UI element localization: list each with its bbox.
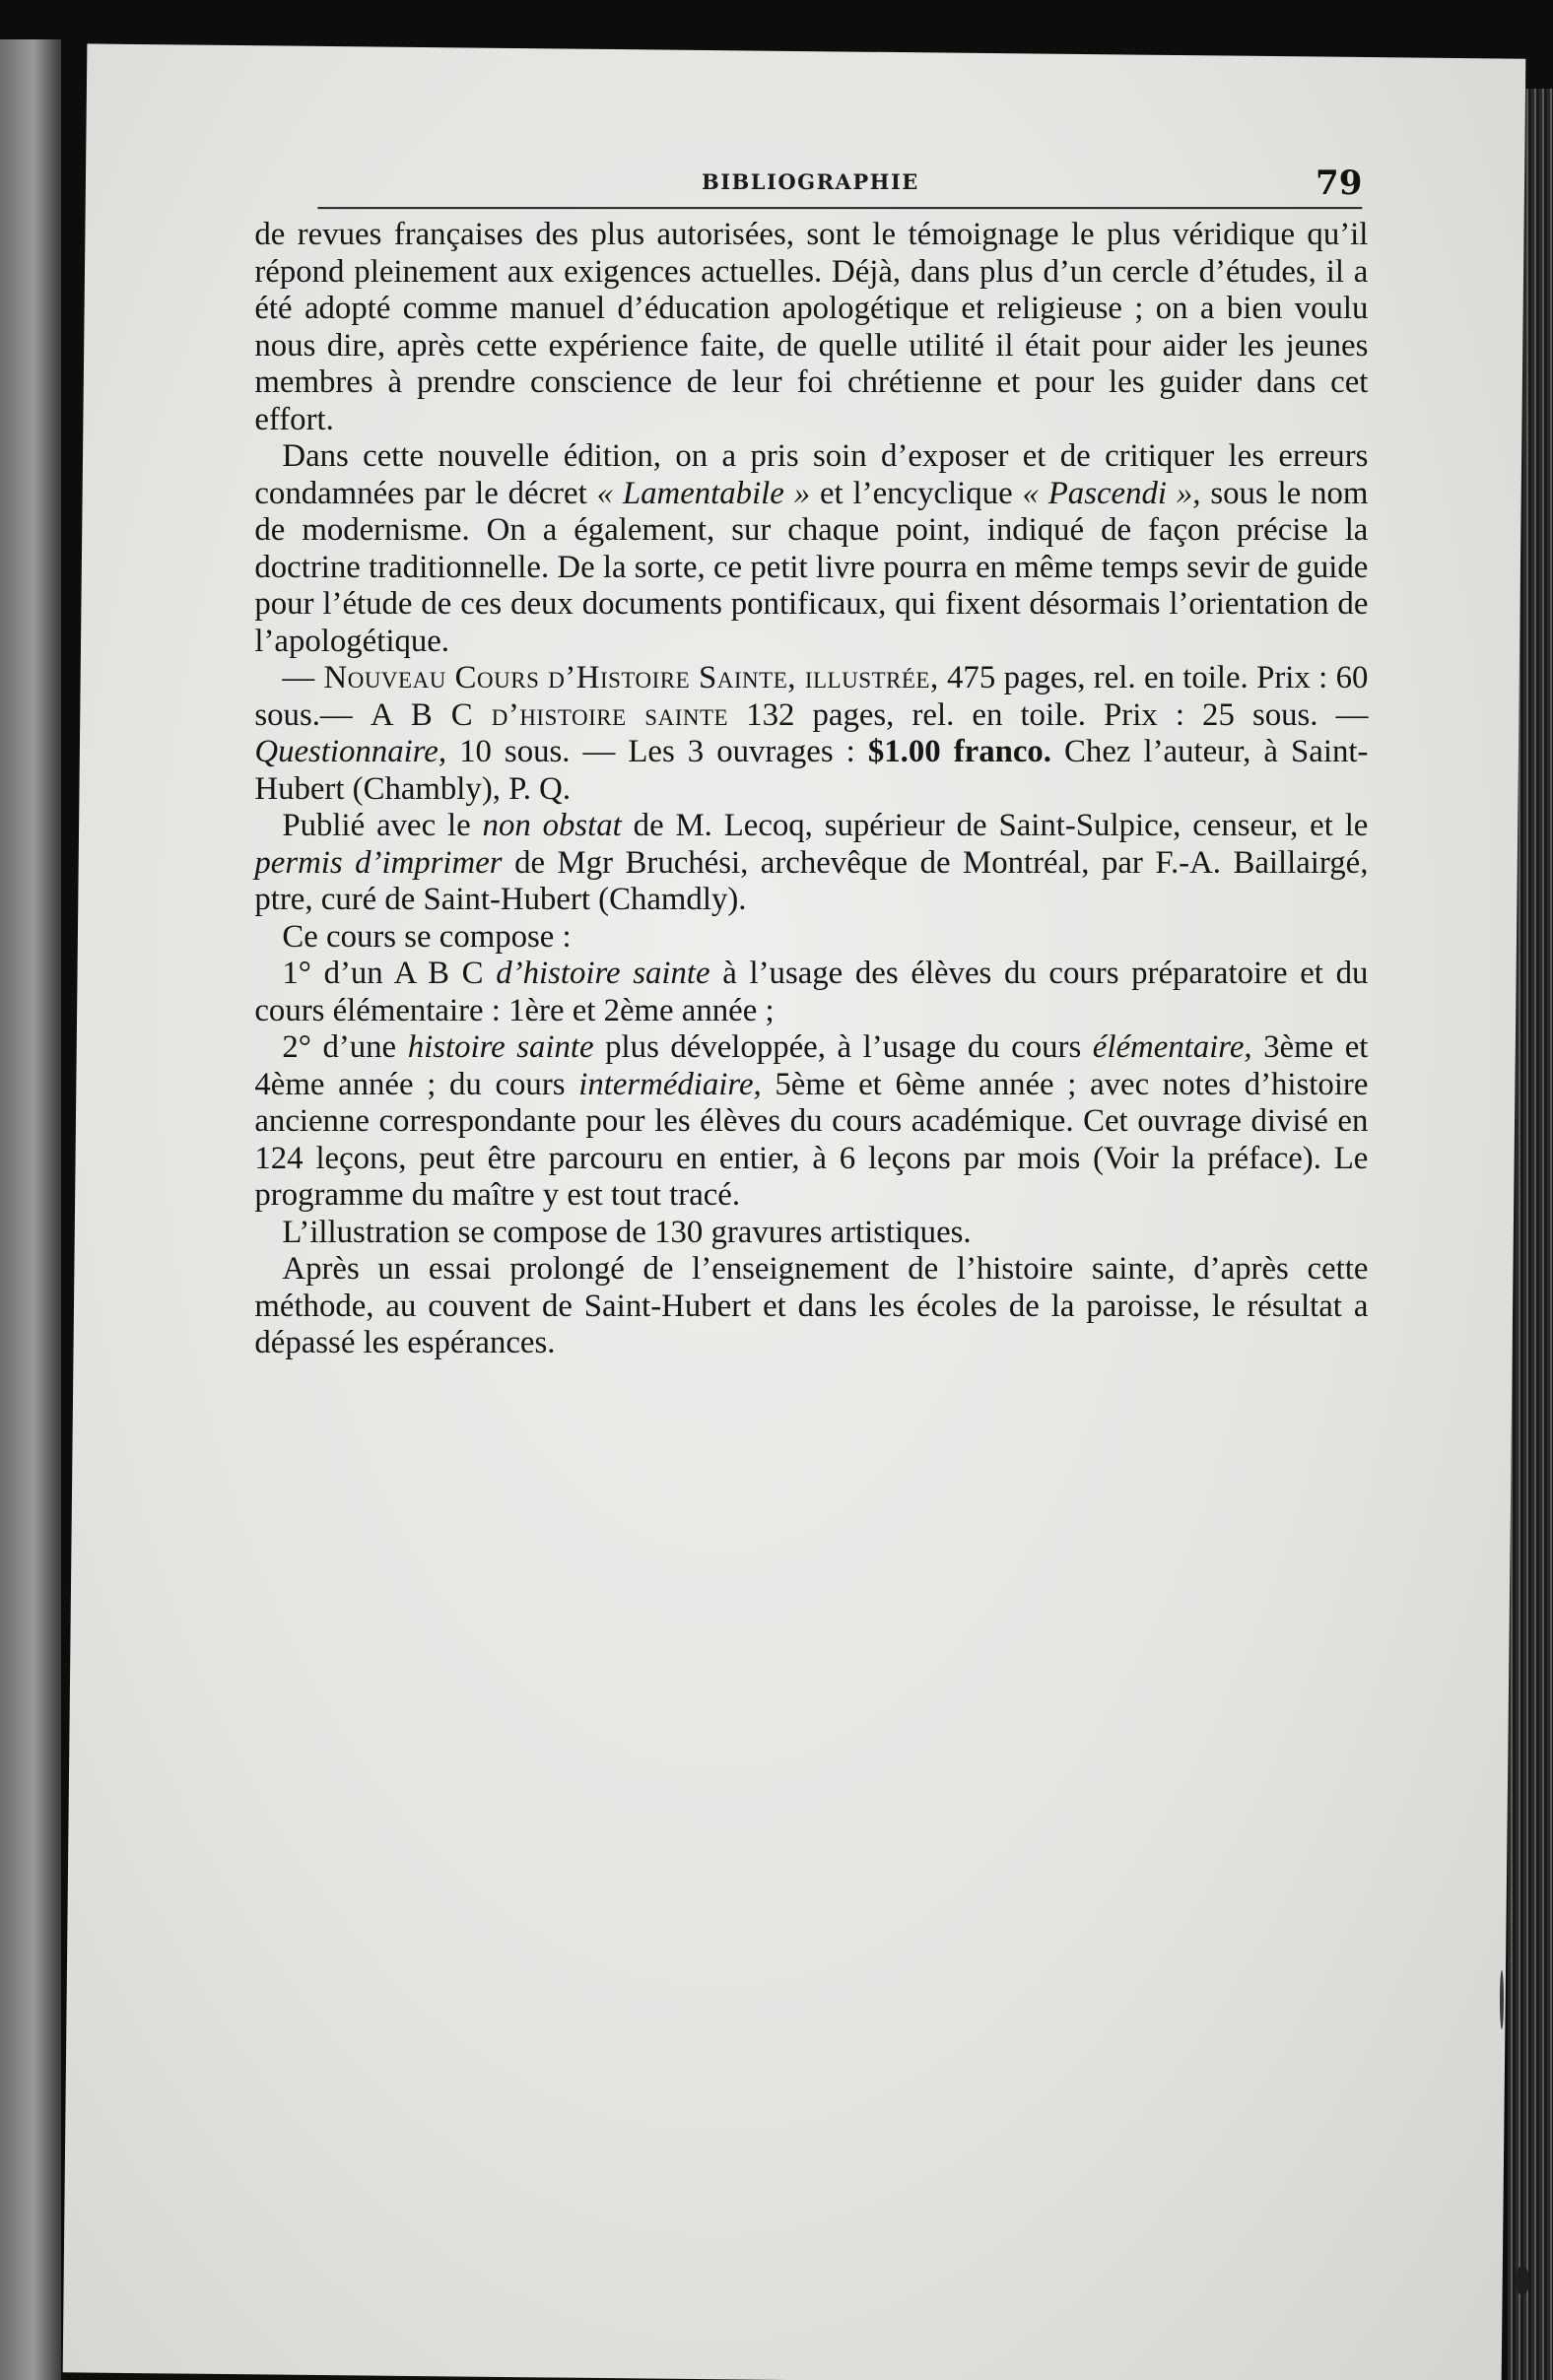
paragraph-illustration: L’illustration se compose de 130 gravures artistiques. [282,1214,972,1250]
text-run: de M. Lecoq, supérieur de Saint-Sulpice, censeur, et le [633,808,1369,844]
scan-blemish [1516,2266,1529,2295]
page-number: 79 [1316,164,1363,204]
running-head-title: BIBLIOGRAPHIE [701,169,919,195]
italic-title-lamentabile: « Lamentabile » [596,475,811,511]
paragraph-book-entry [254,660,1368,808]
italic-permis: permis d’imprimer [254,844,503,881]
list-item-first [254,956,1368,1029]
text-run: 10 sous. — Les 3 ouvrages : [459,734,855,770]
running-head [317,164,1363,209]
text-run: Publié avec le [282,808,471,844]
text-run: 5ème et 6ème année ; avec notes d’histoire ancienne correspondante pour les élèves du cours académique. Cet ouvrage divisé en 124 leçons, peut être parcouru en entier, à 6 leçons par mois (Voir la préface). Le programme du maître y est tout tracé. [254,1066,1369,1214]
paragraph-composition: Ce cours se compose : [282,918,572,955]
italic-text: d’histoire sainte [496,956,710,992]
paragraph-results: Après un essai prolongé de l’enseignement de l’histoire sainte, d’après cette méthode, au couvent de Saint-Hubert et dans les écoles de la paroisse, le résultat a dépassé les espérances. [254,1251,1369,1361]
text-run: sous le nom de modernisme. On a également, sur chaque point, indiqué de façon précise la doctrine traditionnelle. De la sorte, ce petit livre pourra en même temps sevir de guide pour l’étude de ces deux documents pontificaux, qui fixent désormais l’orientation de l’apologétique. [254,475,1369,659]
paragraph-continuation: de revues françaises des plus autorisées, sont le témoignage le plus véridique qu’il répond pleinement aux exigences actuelles. Déjà, dans plus d’un cercle d’études, il a été adopté comme manuel d’éducation apologétique et religieuse ; on a bien voulu nous dire, après cette expérience faite, de quelle utilité il était pour aider les jeunes membres à prendre conscience de leur foi chrétienne et pour les guider dans cet effort. [254,217,1369,437]
text-run: et l’encyclique [820,475,1013,511]
text-run: Chez l’auteur, à Saint-Hubert (Chambly), P. Q. [254,734,1369,807]
text-run: de Mgr Bruchési, archevêque de Montréal, par F.-A. Baillairgé, ptre, curé de Saint-Hubert (Chamdly). [254,844,1369,918]
italic-title-questionnaire: Questionnaire, [254,734,447,770]
page-text [254,217,1368,1362]
text-run: plus développée, à l’usage du cours [605,1029,1082,1066]
italic-non-obstat: non obstat [482,808,622,844]
text-run: 475 pages, rel. en toile. Prix : 60 sous.— [254,660,1369,733]
text-run: 3ème et 4ème année ; du cours [254,1029,1369,1102]
italic-text: histoire sainte [407,1029,594,1066]
scan-blemish [1500,1970,1504,2029]
text-run: 1° d’un A B C [282,956,484,992]
header-rule [317,207,1362,209]
book-page [63,43,1526,2380]
price: $1.00 franco. [867,734,1051,770]
book-title: — Nouveau Cours d’Histoire Sainte, illustrée, [282,660,939,696]
text-run: 2° d’une [282,1029,397,1066]
italic-text: intermédiaire, [578,1066,762,1102]
text-run: Dans cette nouvelle édition, on a pris soin d’exposer et de critiquer les erreurs condamnées par le décret [254,438,1369,511]
paragraph-new-edition [254,438,1368,660]
text-run: à l’usage des élèves du cours préparatoire et du cours élémentaire : 1ère et 2ème année ; [254,956,1369,1028]
italic-title-pascendi: « Pascendi », [1022,475,1201,511]
facing-page-edge [0,39,61,2380]
paragraph-approval [254,808,1368,919]
italic-text: élémentaire, [1092,1029,1252,1066]
list-item-second [254,1029,1368,1215]
book-title-abc: A B C d’histoire sainte [370,696,729,733]
text-run: 132 pages, rel. en toile. Prix : 25 sous. — [746,696,1369,733]
